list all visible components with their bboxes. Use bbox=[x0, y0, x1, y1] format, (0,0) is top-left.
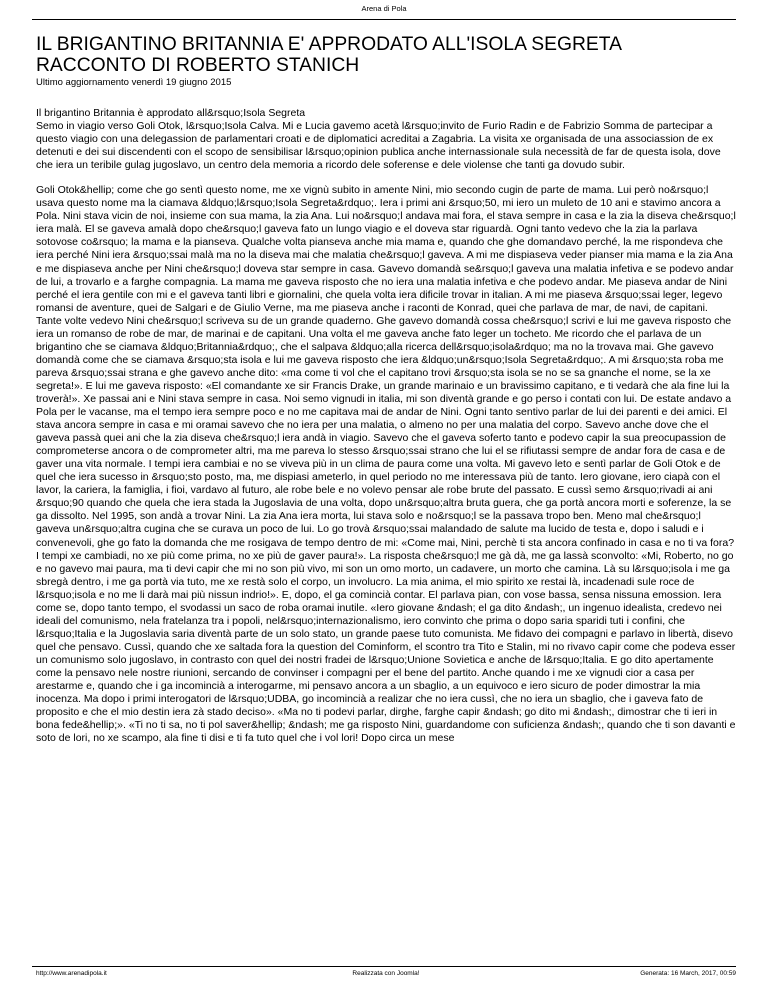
site-header: Arena di Pola bbox=[361, 4, 407, 13]
footer-url-link[interactable]: http://www.arenadipola.it bbox=[36, 970, 107, 977]
footer-generated: Generata: 16 March, 2017, 00:59 bbox=[640, 970, 736, 977]
article-paragraph: Goli Otok&hellip; come che go sentì questo nome, me xe vignù subito in amente Nini, mio secondo cugin de parte de mama. Lui però no&rsquo;l usava questo nome ma la ciamava &ldquo;l&rsquo;Isola Segreta&rdquo;. Iera i primi ani &rsquo;50, mi iero un muleto de 10 ani e stavimo ancora a Pola. Nini stava vicin de noi, insieme con sua mama, la zia Ana. Lui no&rsquo;l andava mai fora, el stava sempre in casa e la zia la diseva che&rsquo;l iera malà. El se gaveva amalà dopo che&rsquo;l gaveva fato un lungo viagio e el doveva star riguardà. Ogni tanto vedevo che la zia la parlava sotovose co&rsquo; la mama e la pianseva. Qualche volta pianseva anche mia mama e, quando che ghe domandavo perché, la me rispondeva che iera perché Nini iera &rsquo;ssai malà ma no la diseva mai che malatia che&rsquo;l gaveva. A mi me dispiaseva veder pianser mia mama e la zia Ana e me dispiaseva anche per Nini che&rsquo;l doveva star sempre in casa. Gavevo domandà se&rsquo;l gaveva una malatia infetiva e se podevo andar de lui, a trovarlo e a farghe compagnia. La mama me gaveva risposto che no iera una malatia infetiva e che podevo andar. Me piaseva andar de Nini perché el iera gentile con mi e el gaveva tanti libri e giornalini, che quela volta iera dificile trovar in italian. A mi me piaseva &rsquo;ssai leger, legevo romansi de aventure, quei de Salgari e de Giulio Verne, ma me piaseva anche i raconti de Konrad, quei che parlava de mar, de navi, de capitani. Tante volte vedevo Nini che&rsquo;l scriveva su de un grande quaderno. Ghe gavevo domandà cossa che&rsquo;l scrivi e lui me gaveva risposto che iera un romanso de robe de mar, de marinai e de capitani. Una volta el me gaveva anche fato leger un tocheto. Me ricordo che el parlava de un brigantino che se ciamava &ldquo;Britannia&rdquo;, che el salpava &ldquo;alla ricerca dell&rsquo;isola&rdquo; ma no la trovava mai. Ghe gavevo domandà come che se ciamava &rsquo;sta isola e lui me gaveva risposto che iera &ldquo;un&rsquo;Isola Segreta&rdquo;. A mi &rsquo;sta roba me pareva &rsquo;ssai strana e ghe gavevo anche dito: «ma come ti vol che el capitano trovi &rsquo;sta isola se no se sa gnanche el nome, se la xe segreta!». E lui me gaveva risposto: «El comandante xe sir Francis Drake, un grande marinaio e un bravissimo capitano, e ti vedarà che ala fine lui la troverà!». Xe passai ani e Nini stava sempre in casa. Noi semo vignudi in italia, mi son diventà grande e go perso i contati con lui. De estate andavo a Pola per le vacanse, ma el tempo iera sempre poco e no me capitava mai de andar de Nini. Ogni tanto sentivo parlar de lui dei parenti e dei amici. El stava ancora sempre in casa e mi oramai savevo che no iera per una malatia, o almeno no per una malatia del corpo. Savevo anche dove che el gaveva passà quei ani che la zia diseva che&rsquo;l iera andà in viagio. Savevo che el gaveva soferto tanto e podevo capir la sua preocupassion de comprometerse ancora o de comprometer altri, ma me pareva lo stesso &rsquo;ssai strano che lui el se rifiutassi sempre de andar fora de casa e de gaver una vita normale. I tempi iera cambiai e no se viveva più in un clima de paura come una volta. Mi gavevo leto e sentì parlar de Goli Otok e de quel che iera sucesso in &rsquo;sto posto, ma, me dispiasi ameterlo, in quel periodo no me interessava più de tanto. Iero giovane, iero ciapà con el lavor, la cariera, la famiglia, i fioi, vardavo al futuro, ale robe bele e no volevo pensar ale robe brute del passato. E cussì semo &rsquo;rivadi ai ani &rsquo;90 quando che quela che iera stada la Jugoslavia de una volta, dopo un&rsquo;altra bruta guera, che ga portà ancora morti e soferenze, la se ga dissolto. Nel 1995, son andà a trovar Nini. La zia Ana iera morta, lui stava solo e no&rsquo;l se la passava tropo ben. Meno mal che&rsquo;l gaveva un&rsquo;altra cugina che se curava un poco de lui. Lo go trovà &rsquo;ssai malandado de salute ma lucido de testa e, dopo i saludi e i convenevoli, ghe go fato la domanda che me rosigava de tempo dentro de mi: «Come mai, Nini, perchè ti sta ancora confinado in casa e no ti va fora? I tempi xe cambiadi, no xe più come prima, no xe più de gaver paura!». La risposta che&rsquo;l me gà dà, me ga lassà sconvolto: «Mi, Roberto, no go e no gavevo mai paura, ma ti devi capir che mi no son più vivo, mi son un omo morto, un cadavere, un morto che camina. Là su l&rsquo;isola i me ga sbregà dentro, i me ga portà via tuto, me xe restà solo el corpo, un involucro. La mia anima, el mio spirito xe restai là, incadenadi sule roce de l&rsquo;isola e no me li darà mai più nissun indrio!». E, dopo, el ga comincià contar. El parlava pian, con vose bassa, sensa nissuna emossion. Iera come se, dopo tanto tempo, el svodassi un saco de roba oramai inutile. «Iero giovane &ndash; el ga dito &ndash;, un ingenuo idealista, credevo nei ideali del comunismo, nela fratelanza tra i popoli, nel&rsquo;internazionalismo, iero convinto che prima o dopo saria sparidi tuti i confini, che l&rsquo;Italia e la Jugoslavia saria diventà parte de un solo stato, un grande paese tuto comunista. Me fidavo dei compagni e parlavo in libertà, disevo quel che pensavo. Cussì, quando che xe saltada fora la question del Cominform, el scontro tra Tito e Stalin, mi no rivavo capir come che podeva esser un comunismo solo jugoslavo, in contrasto con quel dei nostri fradei de l&rsquo;Unione Sovietica e anche de l&rsquo;Italia. E go dito apertamente come la pensavo nele nostre riunioni, sercando de convinser i compagni per el bene del partito. Anche quando i me xe vignudi cior a casa per arestarme e, quando che i ga incomincià a interogarme, mi pensavo ancora a un sbaglio, a un equivoco e iero sicuro de poder dimostrar la mia inocenza. Ma dopo i primi interogatori de l&rsquo;UDBA, go incomincià a realizar che no iera cussì, che no iera un sbaglio, che i gaveva fato de proposito e che el mio destin iera zà stado deciso». «Ma no ti podevi parlar, dirghe, farghe capir &ndash; go dito mi &ndash;, dimostrar che ti ieri in bona fede&hellip;». «Ti no ti sa, no ti pol saver&hellip; &ndash; me ga risposto Nini, guardandome con suficienza &ndash;, quando che ti son davanti e soto de lori, no xe scampo, ala fine ti disi e ti fa tuto quel che i vol lori! Dopo circa un mese bbox=[36, 184, 736, 745]
footer-credit: Realizzata con Joomla! bbox=[352, 970, 420, 977]
footer-divider bbox=[32, 966, 736, 967]
last-updated: Ultimo aggiornamento venerdì 19 giugno 2015 bbox=[36, 77, 232, 88]
article-title: IL BRIGANTINO BRITANNIA E' APPRODATO ALL'ISOLA SEGRETA RACCONTO DI ROBERTO STANICH bbox=[36, 34, 621, 76]
article-intro: Semo in viagio verso Goli Otok, l&rsquo;Isola Calva. Mi e Lucia gavemo acetà l&rsquo;invito de Furio Radin e de Fabrizio Somma de partecipar a questo viagio con una delegassion de parlamentari croati e de diplomatici acreditai a Zagabria. La visita xe organisada de una associassion de ex detenuti e dei sui discendenti con el scopo de sensibilisar l&rsquo;opinion publica anche internassionale sula necessità de far de questa isola, dove che iera un teribile gulag jugoslavo, un centro dela memoria a ricordo dele soferense e dele violense che tanti ga dovudo subir. bbox=[36, 120, 721, 172]
article-body bbox=[36, 107, 736, 745]
article-subtitle: Il brigantino Britannia è approdato all&rsquo;Isola Segreta bbox=[36, 107, 306, 119]
header-divider bbox=[32, 19, 736, 20]
